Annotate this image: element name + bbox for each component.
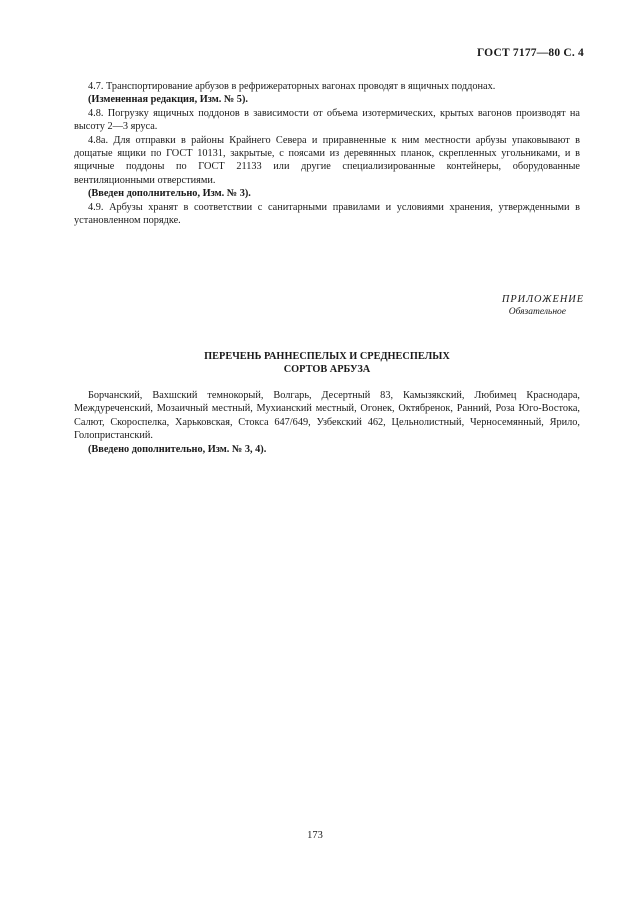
page-number: 173 — [307, 830, 323, 841]
amendment-note-appendix: (Введено дополнительно, Изм. № 3, 4). — [88, 443, 267, 455]
paragraph-4-7: 4.7. Транспортирование арбузов в рефрижераторных вагонах проводят в ящичных поддонах. — [88, 81, 496, 92]
appendix-heading — [74, 351, 580, 376]
amendment-note-4-8a: (Введен дополнительно, Изм. № 3). — [88, 188, 251, 200]
appendix-subtitle: Обязательное — [508, 307, 566, 318]
varieties-list — [74, 389, 580, 456]
document-header: ГОСТ 7177—80 С. 4 — [476, 47, 584, 59]
paragraph-4-9: 4.9. Арбузы хранят в соответствии с санитарными правилами и условиями хранения, утвержденными в установленном порядке. — [74, 201, 580, 227]
paragraph-4-8a: 4.8а. Для отправки в районы Крайнего Севера и приравненные к ним местности арбузы упаковывают в дощатые ящики по ГОСТ 10131, закрытые, с поясами из деревянных планок, скрепленных угольниками, и в ящичные поддоны по ГОСТ 21133 или другие специализированные контейнеры, оборудованные вентиляционными отверстиями. — [74, 134, 580, 186]
appendix-heading-line-2: СОРТОВ АРБУЗА — [283, 363, 371, 375]
appendix-title: ПРИЛОЖЕНИЕ — [501, 294, 584, 305]
paragraph-4-8: 4.8. Погрузку ящичных поддонов в зависимости от объема изотермических, крытых вагонов производят на высоту 2—3 яруса. — [74, 107, 580, 133]
varieties-paragraph: Борчанский, Вахшский темнокорый, Волгарь, Десертный 83, Камызякский, Любимец Краснодара, Междуреченский, Мозаичный местный, Мухианский местный, Огонек, Октябренок, Ранний, Роза Юго-Востока, Салют, Скороспелка, Харьковская, Стокса 647/649, Узбекский 462, Цельнолистный, Черносемянный, Ярило, Голопристанский. — [74, 390, 580, 442]
section-4-text — [74, 80, 580, 227]
amendment-note-4-7: (Измененная редакция, Изм. № 5). — [88, 94, 248, 106]
appendix-label — [502, 293, 584, 320]
appendix-heading-line-1: ПЕРЕЧЕНЬ РАННЕСПЕЛЫХ И СРЕДНЕСПЕЛЫХ — [204, 351, 450, 362]
